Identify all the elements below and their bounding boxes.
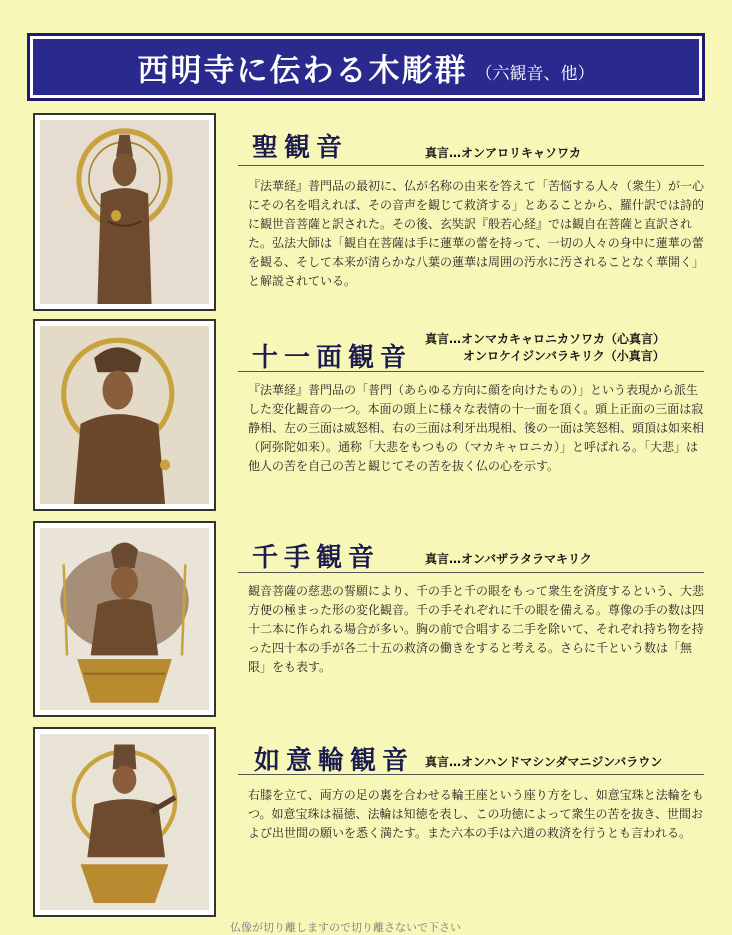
mantra-line: オンロケイジンバラキリク（小真言） xyxy=(463,349,665,363)
section-body: 右膝を立て、両方の足の裏を合わせる輪王座という座り方をし、如意宝珠と法輪をもつ。如意宝珠は福徳、法輪は知徳を表し、この功徳によって衆生の苦を抜き、世間および出世間の願いを悉く満たす。また六本の手は六道の救済を行うとも言われる。 xyxy=(248,788,704,840)
page-subtitle: （六観音、他） xyxy=(475,63,595,84)
title-banner-inner xyxy=(33,39,699,95)
mantra-line: 真言…オンバザラタラマキリク xyxy=(425,552,592,566)
mantra-line: 真言…オンアロリキャソワカ xyxy=(425,146,582,160)
mantra xyxy=(425,331,665,365)
divider xyxy=(238,371,704,372)
page-title: 西明寺に伝わる木彫群 xyxy=(137,52,468,89)
section-title: 十一面観音 xyxy=(252,343,413,373)
mantra-line: 真言…オンハンドマシンダマニジンバラウン xyxy=(425,755,663,769)
title-banner xyxy=(27,33,705,101)
section-senju-kannon xyxy=(238,537,704,697)
statue-image-juichimen-kannon xyxy=(33,319,216,511)
section-heading xyxy=(238,331,704,373)
section-body: 『法華経』普門品の「普門（あらゆる方向に顔を向けたもの）」という表現から派生した変化観音の一つ。本面の頭上に様々な表情の十一面を頂く。頭上正面の三面は寂静相、左の三面は威怒相、右の三面は利牙出現相、後の一面は笑怒相、頭頂は如来相（阿弥陀如来）。通称「大悲をもつもの（マカキャロニカ）」と呼ばれる。「大悲」は他人の苦を自己の苦と観じてその苦を抜く仏の心を示す。 xyxy=(248,383,705,473)
divider xyxy=(238,165,704,166)
section-title: 如意輪観音 xyxy=(254,746,415,776)
section-body: 観音菩薩の慈悲の誓願により、千の手と千の眼をもって衆生を済度するという、大悲方便の極まった形の変化観音。千の手それぞれに千の眼を備える。尊像の手の数は四十二本に作られる場合が多い。胸の前で合唱する二手を除いて、それぞれ持ち物を持った四十本の手が各二十五の救済の働きをすると考える。さらに千という数は「無限」をも表す。 xyxy=(248,584,705,674)
statue-juichimen-illustration xyxy=(40,326,209,504)
section-juichimen-kannon xyxy=(238,331,704,491)
divider xyxy=(238,572,704,573)
section-title: 千手観音 xyxy=(252,543,381,573)
section-title: 聖観音 xyxy=(252,133,349,163)
statue-nyoirin-illustration xyxy=(40,734,209,910)
statue-sho-kannon-illustration xyxy=(40,120,209,304)
mantra xyxy=(425,551,592,568)
mantra xyxy=(425,754,662,771)
statue-image-sho-kannon xyxy=(33,113,216,311)
section-heading xyxy=(238,740,704,782)
mantra xyxy=(425,145,581,162)
section-sho-kannon xyxy=(238,127,704,297)
divider xyxy=(238,774,704,775)
statue-image-nyoirin-kannon xyxy=(33,727,216,917)
section-heading xyxy=(238,127,704,169)
statue-senju-illustration xyxy=(40,528,209,710)
footer-note: 仏像が切り離しますので切り離さないで下さい xyxy=(230,921,461,934)
statue-image-senju-kannon xyxy=(33,521,216,717)
mantra-line: 真言…オンマカキャロニカソワカ（心真言） xyxy=(425,332,666,346)
section-nyoirin-kannon xyxy=(238,740,704,880)
section-body: 『法華経』普門品の最初に、仏が名称の由来を答えて「苦悩する人々（衆生）が一心にその名を唱えれば、その音声を観じて救済する」とあることから、羅什訳では詩的に観世音菩薩と訳された。その後、玄奘訳『般若心経』では観自在菩薩と直訳された。弘法大師は「観自在菩薩は手に蓮華の蕾を持って、一切の人々の身中に蓮華の蕾を観る、そして本来が清らかな八葉の蓮華は周囲の汚水に汚されることなく華開く」と解説されている。 xyxy=(248,179,705,288)
